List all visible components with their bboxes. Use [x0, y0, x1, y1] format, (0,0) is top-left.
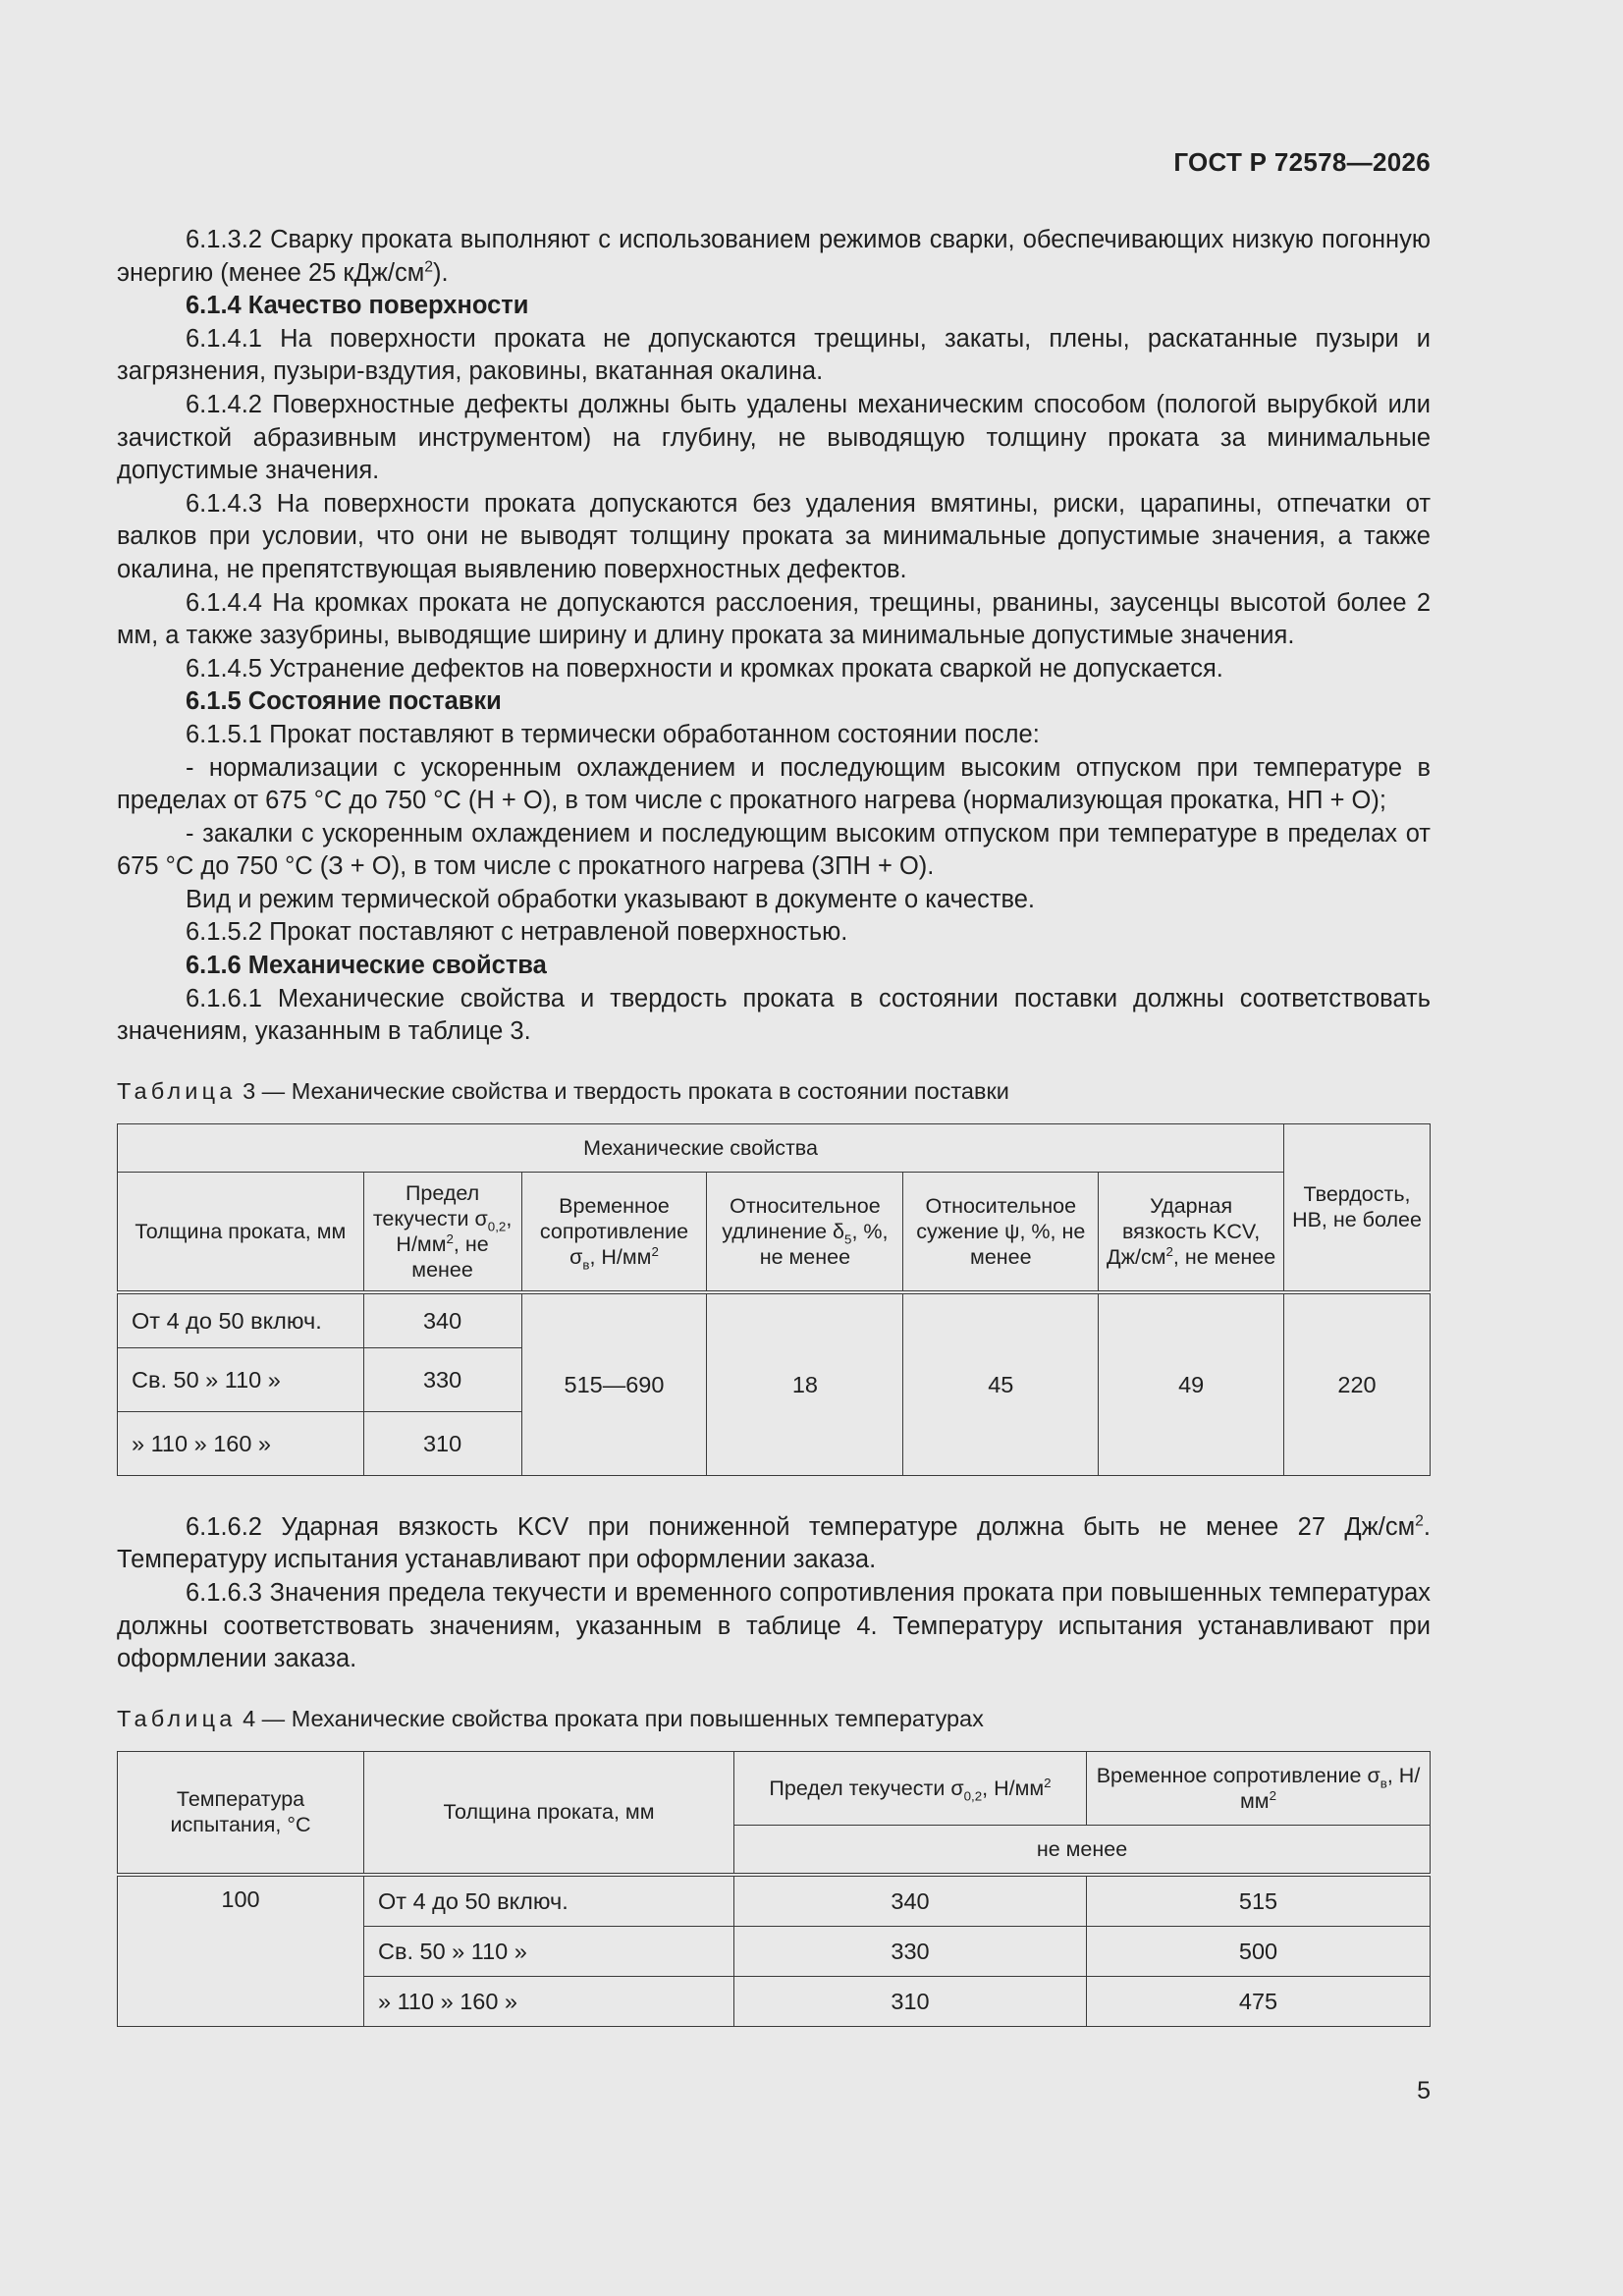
- section-heading-6-1-4: 6.1.4 Качество поверхности: [186, 292, 529, 320]
- standard-id-header: ГОСТ Р 72578—2026: [1173, 147, 1431, 177]
- table-4-caption: Таблица 4 — Механические свойства проката при повышенных температурах: [117, 1705, 984, 1731]
- table-4: [117, 1751, 1431, 2027]
- table-3-cell-yield: 340: [363, 1292, 521, 1348]
- table-row: [118, 1292, 1431, 1348]
- table-4-cell-thickness: » 110 » 160 »: [364, 1976, 734, 2026]
- list-item-quenching: - закалки с ускоренным охлаждением и последующим высоким отпуском при температуре в пределах от 675 °С до 750 °С (З + О), в том числе с прокатного нагрева (ЗПН + О).: [117, 819, 1431, 881]
- paragraph-6-1-4-5: 6.1.4.5 Устранение дефектов на поверхности и кромках проката сваркой не допускается.: [186, 654, 1223, 683]
- table-4-cell-yield: 340: [734, 1875, 1087, 1927]
- paragraph-6-1-4-1: 6.1.4.1 На поверхности проката не допускаются трещины, закаты, плены, раскатанные пузыри и загрязнения, пузыри-вздутия, раковины, вкатанная окалина.: [117, 324, 1431, 386]
- table-3-cell-narrowing: 45: [903, 1292, 1099, 1476]
- section-heading-6-1-6: 6.1.6 Механические свойства: [186, 952, 547, 980]
- paragraph-6-1-6-1: 6.1.6.1 Механические свойства и твердость проката в состоянии поставки должны соответствовать значениям, указанным в таблице 3.: [117, 984, 1431, 1046]
- paragraph-heat-treatment: Вид и режим термической обработки указывают в документе о качестве.: [186, 885, 1036, 913]
- table-4-cell-yield: 310: [734, 1976, 1087, 2026]
- table-3-col-tensile: Временное сопротивление $\sigma_в$, $Н/мм^2$: [521, 1172, 707, 1292]
- table-4-col-thickness: Толщина проката, мм: [364, 1751, 734, 1875]
- table-3-cell-elongation: 18: [707, 1292, 903, 1476]
- paragraph-6-1-5-2: 6.1.5.2 Прокат поставляют с нетравленой поверхностью.: [186, 918, 848, 947]
- table-4-cell-tensile: 475: [1087, 1976, 1431, 2026]
- table-3-cell-yield: 330: [363, 1347, 521, 1411]
- table-3-col-thickness: Толщина проката, мм: [118, 1172, 364, 1292]
- paragraph-6-1-4-3: 6.1.4.3 На поверхности проката допускаются без удаления вмятины, риски, царапины, отпечатки от валков при условии, что они не выводят толщину проката за минимальные допустимые значения, а также окалина, не препятствующая выявлению поверхностных дефектов.: [117, 489, 1431, 583]
- table-4-subheader: не менее: [734, 1825, 1431, 1875]
- page-number: 5: [1417, 2077, 1431, 2105]
- paragraph-6-1-5-1: 6.1.5.1 Прокат поставляют в термически обработанном состоянии после:: [186, 720, 1040, 748]
- table-3-col-narrowing: Относительное сужение ψ, %, не менее: [903, 1172, 1099, 1292]
- table-3-caption: Таблица 3 — Механические свойства и твердость проката в состоянии поставки: [117, 1077, 1009, 1104]
- table-3-col-yield: Предел текучести $\sigma_{0,2}$, $Н/мм^2$, не менее: [363, 1172, 521, 1292]
- table-3-cell-yield: 310: [363, 1411, 521, 1475]
- table-3-group-header: Механические свойства: [118, 1123, 1284, 1172]
- list-item-normalization: - нормализации с ускоренным охлаждением и последующим высоким отпуском при температуре в пределах от 675 °С до 750 °С (Н + О), в том числе с прокатного нагрева (нормализующая прокатка, НП + О);: [117, 753, 1431, 815]
- paragraph-6-1-6-2: 6.1.6.2 Ударная вязкость KCV при пониженной температуре должна быть не менее 27 $Дж/см^2$. Температуру испытания устанавливают при оформлении заказа.: [117, 1512, 1431, 1574]
- paragraph-6-1-4-4: 6.1.4.4 На кромках проката не допускаются расслоения, трещины, рванины, заусенцы высотой более 2 мм, а также зазубрины, выводящие ширину и длину проката за минимальные допустимые значения.: [117, 588, 1431, 650]
- table-3-cell-impact: 49: [1099, 1292, 1284, 1476]
- table-4-cell-tensile: 500: [1087, 1926, 1431, 1976]
- table-4-col-tensile: Временное сопротивление $\sigma_в$, $Н/мм^2$: [1087, 1751, 1431, 1825]
- section-heading-6-1-5: 6.1.5 Состояние поставки: [186, 687, 502, 716]
- table-row: [118, 1875, 1431, 1927]
- table-3-col-impact: Ударная вязкость KCV, $Дж/см^2$, не менее: [1099, 1172, 1284, 1292]
- page-body: [117, 224, 1431, 2027]
- table-4-col-temperature: Температура испытания, °С: [118, 1751, 364, 1875]
- table-4-cell-thickness: Св. 50 » 110 »: [364, 1926, 734, 1976]
- table-3-cell-thickness: Св. 50 » 110 »: [118, 1347, 364, 1411]
- table-3-cell-hardness: 220: [1284, 1292, 1431, 1476]
- table-3-col-elongation: Относительное удлинение $\delta_5$, %, не менее: [707, 1172, 903, 1292]
- table-4-cell-thickness: От 4 до 50 включ.: [364, 1875, 734, 1927]
- table-4-cell-yield: 330: [734, 1926, 1087, 1976]
- paragraph-6-1-6-3: 6.1.6.3 Значения предела текучести и временного сопротивления проката при повышенных температурах должны соответствовать значениям, указанным в таблице 4. Температуру испытания устанавливают при оформлении заказа.: [117, 1579, 1431, 1673]
- table-3: [117, 1123, 1431, 1476]
- table-4-cell-temperature: 100: [118, 1875, 364, 2027]
- table-4-cell-tensile: 515: [1087, 1875, 1431, 1927]
- table-3-cell-thickness: » 110 » 160 »: [118, 1411, 364, 1475]
- paragraph-6-1-4-2: 6.1.4.2 Поверхностные дефекты должны быть удалены механическим способом (пологой вырубкой или зачисткой абразивным инструментом) на глубину, не выводящую толщину проката за минимальные допустимые значения.: [117, 390, 1431, 485]
- table-3-cell-thickness: От 4 до 50 включ.: [118, 1292, 364, 1348]
- table-3-cell-tensile: 515—690: [521, 1292, 707, 1476]
- paragraph-6-1-3-2: 6.1.3.2 Сварку проката выполняют с использованием режимов сварки, обеспечивающих низкую погонную энергию (менее 25 кДж/$см^2$).: [117, 226, 1431, 287]
- table-3-col-hardness: Твердость, НВ, не более: [1284, 1123, 1431, 1292]
- table-4-col-yield: Предел текучести $\sigma_{0,2}$, $Н/мм^2$: [734, 1751, 1087, 1825]
